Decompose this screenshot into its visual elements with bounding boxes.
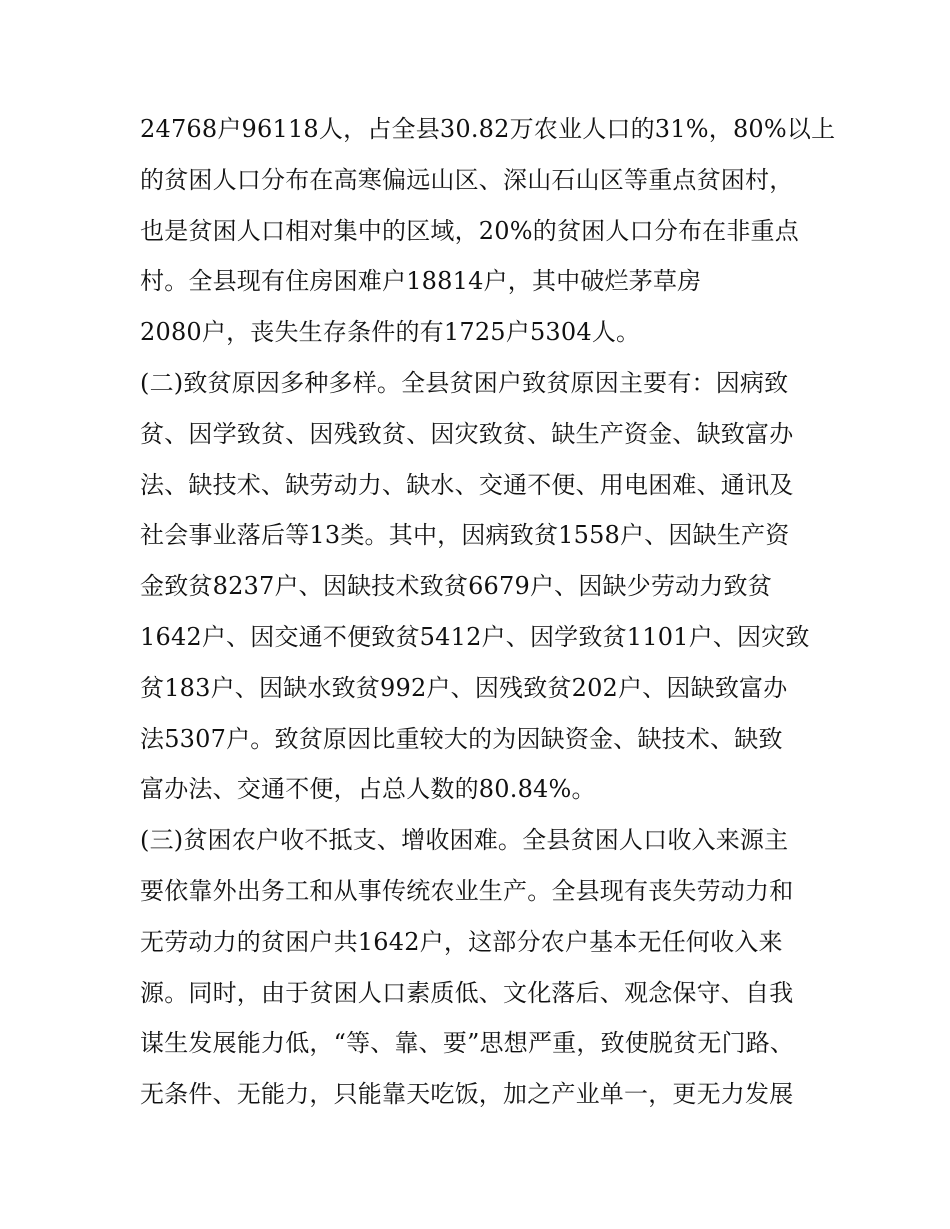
text-line: 贫183户、因缺水致贫992户、因残致贫202户、因缺致富办	[140, 673, 788, 702]
text-line: 富办法、交通不便，占总人数的80.84%。	[140, 775, 596, 804]
text-line: 无条件、无能力，只能靠天吃饭，加之产业单一，更无力发展	[140, 1080, 794, 1109]
text-line: 村。全县现有住房困难户18814户，其中破烂茅草房	[140, 267, 702, 296]
text-line: 无劳动力的贫困户共1642户，这部分农户基本无任何收入来	[140, 927, 783, 956]
text-line: 法5307户。致贫原因比重较大的为因缺资金、缺技术、缺致	[140, 724, 783, 753]
section-heading-line: (二)致贫原因多种多样。全县贫困户致贫原因主要有：因病致	[140, 368, 789, 397]
text-line: 源。同时，由于贫困人口素质低、文化落后、观念保守、自我	[140, 978, 794, 1007]
text-line: 也是贫困人口相对集中的区域，20%的贫困人口分布在非重点	[140, 216, 799, 245]
text-line: 贫、因学致贫、因残致贫、因灾致贫、缺生产资金、缺致富办	[140, 419, 794, 448]
text-line: 谋生发展能力低，“等、靠、要”思想严重，致使脱贫无门路、	[140, 1029, 795, 1058]
text-line: 金致贫8237户、因缺技术致贫6679户、因缺少劳动力致贫	[140, 572, 772, 601]
section-heading-line: (三)贫困农户收不抵支、增收困难。全县贫困人口收入来源主	[140, 826, 789, 855]
text-line: 的贫困人口分布在高寒偏远山区、深山石山区等重点贫困村，	[140, 165, 794, 194]
body-text	[140, 104, 836, 1120]
text-line: 2080户，丧失生存条件的有1725户5304人。	[140, 318, 641, 347]
text-line: 1642户、因交通不便致贫5412户、因学致贫1101户、因灾致	[140, 622, 810, 651]
text-line: 24768户96118人，占全县30.82万农业人口的31%，80%以上	[140, 115, 836, 143]
text-line: 要依靠外出务工和从事传统农业生产。全县现有丧失劳动力和	[140, 876, 794, 905]
text-line: 社会事业落后等13类。其中，因病致贫1558户、因缺生产资	[140, 521, 790, 550]
text-line: 法、缺技术、缺劳动力、缺水、交通不便、用电困难、通讯及	[140, 470, 794, 499]
